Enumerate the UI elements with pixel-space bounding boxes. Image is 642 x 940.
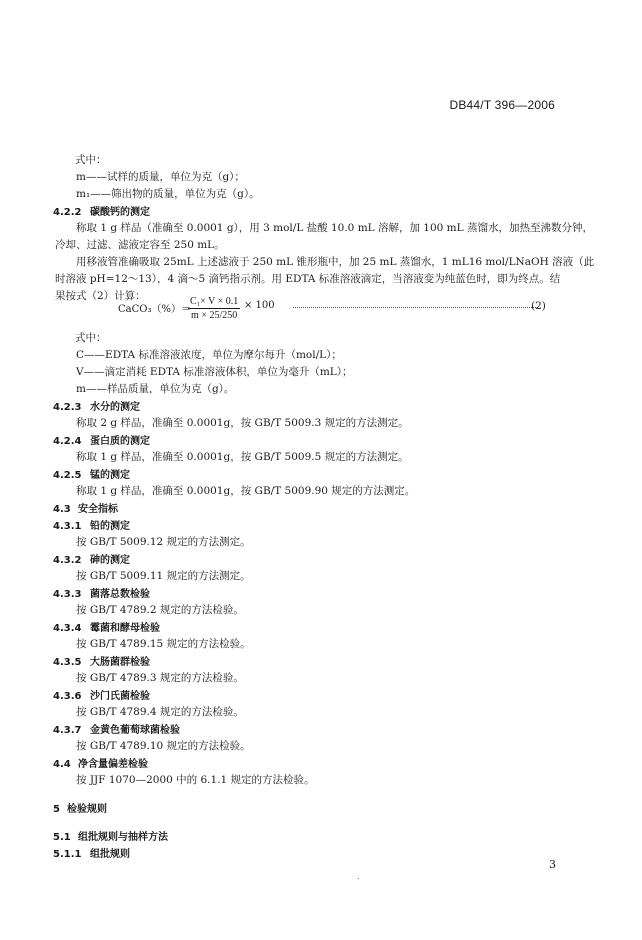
section-4-2-3-heading [53, 398, 140, 413]
section-title: 水分的测定 [90, 402, 140, 413]
variable-v-definition: V——滴定消耗 EDTA 标准溶液体积，单位为毫升（mL）； [76, 366, 353, 378]
section-title: 安全指标 [78, 504, 118, 515]
section-4-2-5-heading [53, 466, 130, 481]
section-title: 组批规则 [90, 849, 130, 860]
section-4-4-heading [53, 755, 148, 770]
section-number: 4.4 [53, 759, 71, 770]
section-4-3-heading [53, 500, 118, 515]
section-number: 4.3.7 [53, 725, 82, 736]
section-title: 组批规则与抽样方法 [78, 832, 168, 843]
section-5-1-heading [53, 828, 168, 843]
section-title: 沙门氏菌检验 [90, 691, 150, 702]
section-title: 砷的测定 [90, 555, 130, 566]
section-4-2-4-heading [53, 432, 150, 447]
section-title: 检验规则 [67, 804, 107, 815]
variable-m-definition: m——试样的质量，单位为克（g）； [76, 171, 245, 183]
section-title: 锰的测定 [90, 470, 130, 481]
section-title: 铅的测定 [90, 521, 130, 532]
section-text: 按 GB/T 5009.12 规定的方法测定。 [76, 536, 251, 548]
formula-multiplier: × 100 [244, 300, 275, 311]
section-title: 霉菌和酵母检验 [90, 623, 160, 634]
page-number: 3 [549, 858, 556, 871]
section-text: 按 GB/T 4789.2 规定的方法检验。 [76, 604, 244, 616]
section-number: 4.3.6 [53, 691, 82, 702]
section-5-heading [53, 800, 107, 815]
formula-numerator: C₁× V × 0.1 [190, 296, 239, 307]
section-number: 5 [53, 804, 60, 815]
section-number: 4.3.3 [53, 589, 82, 600]
where-label: 式中： [75, 332, 107, 344]
section-title: 蛋白质的测定 [90, 436, 150, 447]
section-title: 菌落总数检验 [90, 589, 150, 600]
section-number: 4.2.5 [53, 470, 82, 481]
section-number: 5.1.1 [53, 849, 82, 860]
formula-2 [118, 296, 558, 326]
section-4-3-2-heading [53, 551, 130, 566]
section-number: 4.3.2 [53, 555, 82, 566]
section-4-3-6-heading [53, 687, 150, 702]
section-5-1-1-heading [53, 845, 130, 860]
section-4-3-1-heading [53, 517, 130, 532]
variable-m-definition: m——样品质量，单位为克（g）。 [76, 383, 235, 395]
paragraph-line: 果按式（2）计算： [55, 290, 146, 302]
section-number: 4.2.3 [53, 402, 82, 413]
variable-m1-definition: m₁——筛出物的质量，单位为克（g）。 [76, 188, 260, 200]
section-text: 按 GB/T 4789.4 规定的方法检验。 [76, 706, 244, 718]
section-number: 4.3.5 [53, 657, 82, 668]
section-text: 按 GB/T 5009.11 规定的方法测定。 [76, 570, 251, 582]
section-4-3-5-heading [53, 653, 150, 668]
section-4-2-2-heading [53, 203, 150, 218]
section-text: 称取 1 g 样品，准确至 0.0001g，按 GB/T 5009.90 规定的方法测定。 [76, 485, 416, 497]
formula-fraction [188, 296, 240, 321]
section-text: 按 GB/T 4789.15 规定的方法检验。 [76, 638, 251, 650]
paragraph-line: 冷却、过滤、滤液定容至 250 mL。 [55, 239, 225, 251]
section-number: 4.2.2 [53, 207, 82, 218]
section-text: 按 GB/T 4789.3 规定的方法检验。 [76, 672, 244, 684]
section-text: 按 JJF 1070—2000 中的 6.1.1 规定的方法检验。 [76, 774, 315, 786]
section-title: 大肠菌群检验 [90, 657, 150, 668]
section-number: 4.3.4 [53, 623, 82, 634]
formula-denominator: m × 25/250 [191, 310, 238, 321]
section-title: 净含量偏差检验 [78, 759, 148, 770]
document-id: DB44/T 396—2006 [449, 98, 555, 112]
section-number: 4.3.1 [53, 521, 82, 532]
where-label: 式中： [75, 154, 107, 166]
section-text: 称取 1 g 样品，准确至 0.0001g，按 GB/T 5009.5 规定的方法测定。 [76, 451, 409, 463]
variable-c-definition: C——EDTA 标准溶液浓度，单位为摩尔每升（mol/L）； [76, 349, 342, 361]
section-4-3-7-heading [53, 721, 180, 736]
section-text: 称取 2 g 样品，准确至 0.0001g，按 GB/T 5009.3 规定的方法测定。 [76, 417, 409, 429]
formula-lhs: CaCO₃（%）＝ [118, 304, 191, 315]
section-title: 金黄色葡萄球菌检验 [90, 725, 180, 736]
scan-mark: . [357, 872, 360, 881]
section-4-3-4-heading [53, 619, 160, 634]
section-text: 按 GB/T 4789.10 规定的方法检验。 [76, 740, 251, 752]
formula-number: (2) [531, 300, 546, 312]
paragraph-line: 时溶液 pH=12～13），4 滴～5 滴钙指示剂。用 EDTA 标准溶液滴定，当溶液变为纯蓝色时，即为终点。结 [55, 273, 561, 285]
section-4-3-3-heading [53, 585, 150, 600]
paragraph-line: 用移液管准确吸取 25mL 上述滤液于 250 mL 锥形瓶中，加 25 mL 蒸馏水，1 mL16 mol/LNaOH 溶液（此 [76, 256, 595, 268]
paragraph-line: 称取 1 g 样品（准确至 0.0001 g），用 3 mol/L 盐酸 10.0 mL 溶解，加 100 mL 蒸馏水，加热至沸数分钟， [76, 222, 593, 234]
fraction-bar [188, 308, 240, 309]
section-number: 5.1 [53, 832, 71, 843]
section-number: 4.2.4 [53, 436, 82, 447]
section-number: 4.3 [53, 504, 71, 515]
dot-leader [293, 305, 538, 308]
section-title: 碳酸钙的测定 [90, 207, 150, 218]
